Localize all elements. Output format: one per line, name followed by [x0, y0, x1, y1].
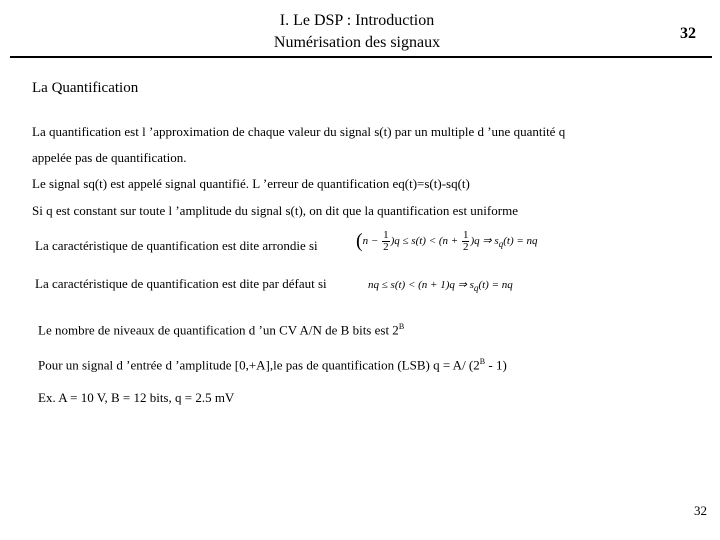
- paragraph-levels: [38, 322, 404, 338]
- eq-mid: )q ≤ s(t) < (n +: [390, 235, 461, 248]
- eq-open-paren: (: [356, 230, 363, 252]
- eq-frac-den: 2: [383, 241, 389, 253]
- eq-end: )q ⇒ s: [470, 235, 499, 248]
- section-title: La Quantification: [32, 80, 139, 96]
- slide-title-line1: I. Le DSP : Introduction: [279, 12, 435, 29]
- paragraph-lsb: [38, 357, 507, 373]
- paragraph-definition-line2: appelée pas de quantification.: [32, 150, 187, 165]
- eq-tail: (t) = nq: [503, 235, 538, 248]
- paragraph-definition-line1: La quantification est l ’approximation de chaque valeur du signal s(t) par un multiple d ’une quantité q: [32, 124, 566, 139]
- eq-frac-num-2: 1: [462, 229, 469, 241]
- levels-exponent: B: [398, 322, 405, 331]
- eq-floor-sub: q: [473, 283, 479, 294]
- paragraph-floor: La caractéristique de quantification est dite par défaut si: [35, 276, 327, 291]
- eq-frac-half-1: [382, 230, 390, 253]
- paragraph-quantized-signal: Le signal sq(t) est appelé signal quantifié. L ’erreur de quantification eq(t)=s(t)-sq(t): [32, 176, 470, 191]
- paragraph-uniform: Si q est constant sur toute l ’amplitude du signal s(t), on dit que la quantification est uniforme: [32, 203, 518, 218]
- slide-title-line2: Numérisation des signaux: [273, 34, 441, 51]
- eq-floor-tail: (t) = nq: [478, 279, 513, 291]
- lsb-exponent: B: [479, 357, 486, 366]
- levels-text: Le nombre de niveaux de quantification d ’un CV A/N de B bits est 2: [38, 322, 399, 338]
- footer-page-number: 32: [694, 503, 707, 518]
- eq-n: n: [362, 235, 369, 248]
- header-divider: [10, 56, 712, 58]
- eq-minus: −: [368, 235, 382, 248]
- eq-floor-text: nq ≤ s(t) < (n + 1)q ⇒ s: [368, 279, 474, 291]
- lsb-text: Pour un signal d ’entrée d ’amplitude [0,+A],le pas de quantification (LSB) q = A/ (2: [38, 357, 480, 373]
- lsb-end: - 1): [485, 357, 507, 373]
- eq-frac-den-2: 2: [462, 241, 469, 253]
- equation-floor: [368, 278, 513, 293]
- header-page-number: 32: [680, 25, 696, 42]
- paragraph-rounded: La caractéristique de quantification est dite arrondie si: [35, 238, 318, 253]
- equation-rounded: [356, 230, 538, 253]
- paragraph-example: Ex. A = 10 V, B = 12 bits, q = 2.5 mV: [38, 390, 235, 405]
- eq-frac-num: 1: [383, 229, 389, 241]
- eq-sub: q: [498, 239, 504, 250]
- eq-frac-half-2: [462, 230, 470, 253]
